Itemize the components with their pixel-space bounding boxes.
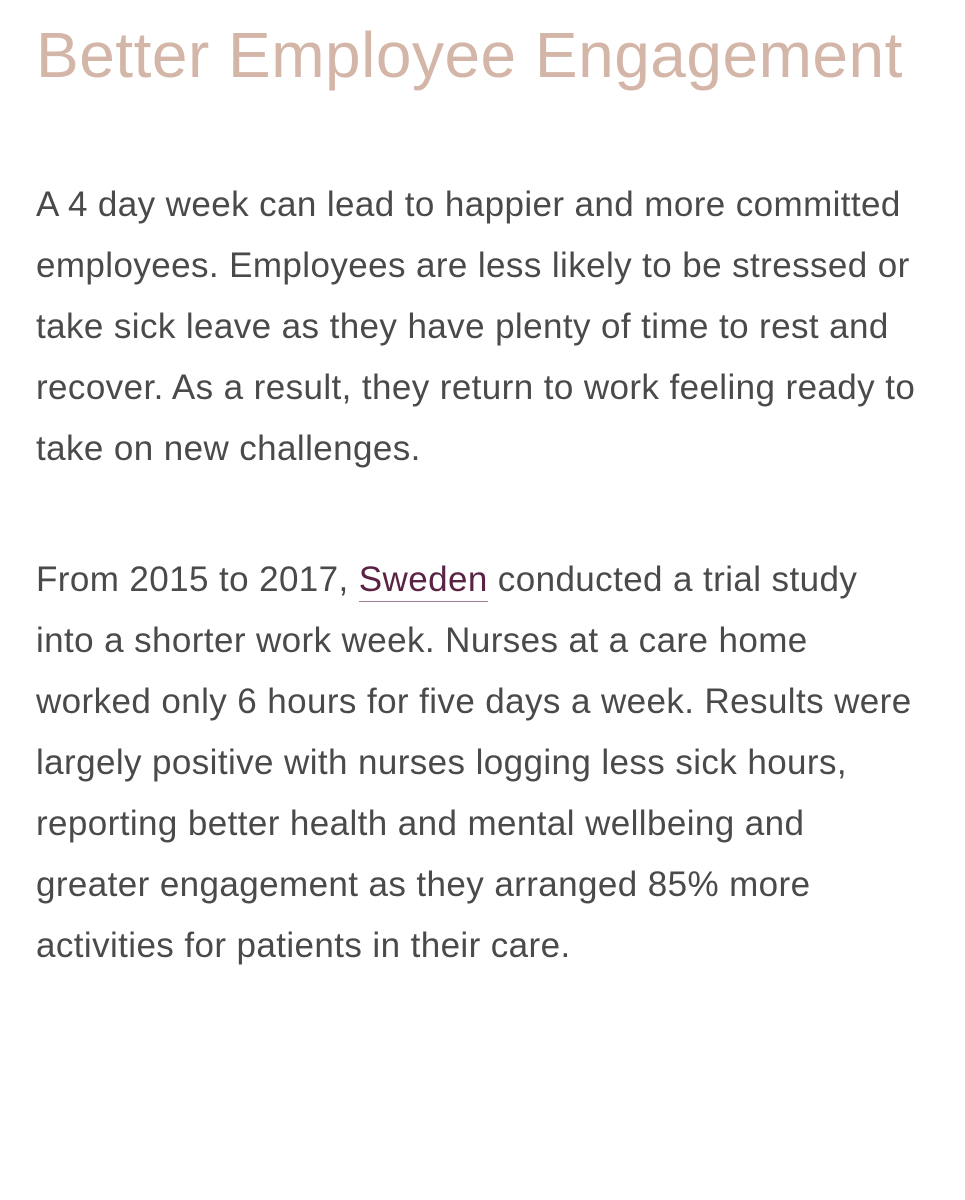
paragraph-sweden-trial [36, 549, 925, 976]
paragraph-engagement: A 4 day week can lead to happier and more committed employees. Employees are less likely to be stressed or take sick leave as they have plenty of time to rest and recover. As a result, they return to work feeling ready to take on new challenges. [36, 185, 916, 468]
paragraph-text-before-link: From 2015 to 2017, [36, 560, 359, 599]
sweden-link[interactable]: Sweden [359, 560, 488, 602]
section-heading: Better Employee Engagement [36, 19, 903, 91]
paragraph-text-after-link: conducted a trial study into a shorter work week. Nurses at a care home worked only 6 hours for five days a week. Results were largely positive with nurses logging less sick hours, reporting better health and mental wellbeing and greater engagement as they arranged 85% more activities for patients in their care. [36, 560, 912, 965]
